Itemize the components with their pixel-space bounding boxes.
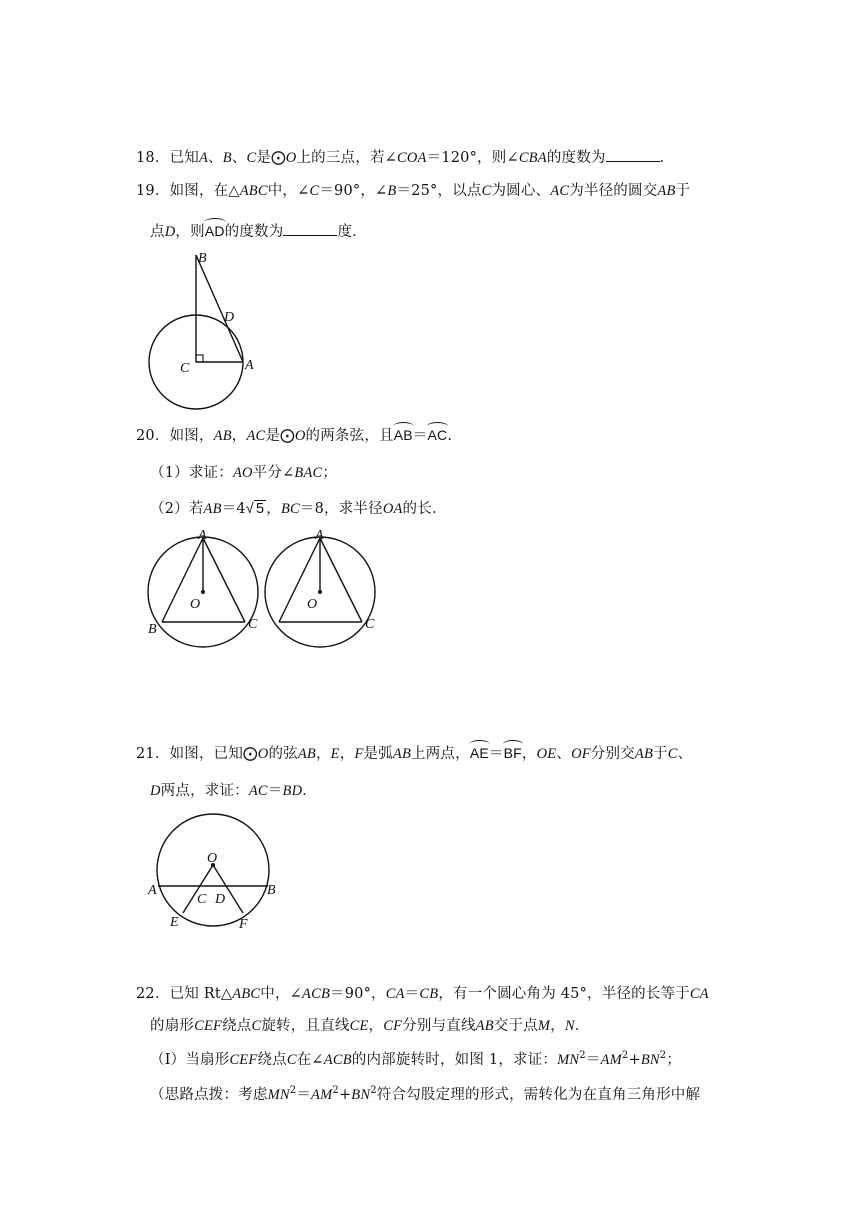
q21-figure — [145, 808, 305, 938]
label-e: E — [170, 915, 179, 930]
answer-blank — [283, 223, 337, 236]
q19-line-1: 19．如图，在△ABC中，∠C＝90°，∠B＝25°，以点C为圆心、AC为半径的圆交AB于 — [136, 183, 691, 199]
segment-ab — [196, 255, 243, 362]
q21-line-1: 21．如图，已知⨀O的弦AB，E，F是弧AB上两点，AE＝BF，OE、OF分别交AB于C、 — [136, 742, 692, 763]
label-o: O — [207, 851, 218, 866]
label-b: B — [198, 251, 207, 266]
q20-figure-right — [262, 528, 382, 648]
label-b: B — [267, 883, 276, 898]
label-a: A — [148, 883, 157, 898]
arc-symbol: AB — [394, 424, 413, 443]
arc-symbol: AE — [470, 742, 489, 761]
label-a: A — [198, 528, 207, 543]
label-d: D — [224, 310, 235, 325]
arc-symbol: BF — [504, 742, 522, 761]
label-b: B — [148, 622, 157, 637]
q22-line-2: 的扇形CEF绕点C旋转，且直线CE，CF分别与直线AB交于点M，N． — [150, 1018, 590, 1034]
question-number: 21． — [136, 746, 170, 762]
label-o: O — [307, 597, 318, 612]
q20-figure-left — [145, 528, 265, 648]
label-c: C — [180, 361, 190, 376]
label-d: D — [215, 892, 226, 907]
q19-figure — [140, 245, 400, 415]
center-point — [201, 590, 205, 594]
q20-line-1: 20．如图，AB，AC是⨀O的两条弦，且AB＝AC. — [136, 424, 452, 445]
answer-blank — [606, 149, 660, 162]
center-point — [318, 590, 322, 594]
question-number: 20． — [136, 428, 170, 444]
label-c: C — [248, 617, 258, 632]
q22-line-4: （思路点拨：考虑$MN^2=AM^2+BN^2$符合勾股定理的形式，需转化为在直角三角形中解 — [150, 1085, 701, 1103]
q19-line-2: 点D，则AD的度数为 度． — [150, 220, 367, 241]
arc-symbol: AC — [428, 424, 448, 443]
q22-line-1: 22．已知 Rt△ABC中，∠ACB＝90°，CA＝CB，有一个圆心角为 45°，半径的长等于CA — [136, 986, 709, 1002]
q20-part-2: （2）若AB＝4√ 5 ，BC＝8，求半径OA的长． — [150, 501, 447, 517]
arc-symbol: AD — [205, 220, 225, 239]
question-number: 22． — [136, 986, 170, 1002]
q22-line-3: （Ⅰ）当扇形CEF绕点C在∠ACB的内部旋转时，如图 1，求证：$MN^2=AM^2+BN^2$； — [150, 1050, 682, 1068]
right-angle-mark — [196, 355, 203, 362]
label-o: O — [190, 597, 201, 612]
q21-line-2: D两点，求证：AC＝BD． — [150, 783, 317, 799]
q20-part-1: （1）求证：AO平分∠BAC； — [150, 465, 338, 481]
q18-line: 18．已知A、B、C是⨀O上的三点，若∠COA＝120°，则∠CBA的度数为 ． — [136, 150, 675, 166]
label-a: A — [315, 528, 324, 543]
question-number: 19． — [136, 183, 170, 199]
sqrt-radicand: 5 — [255, 501, 265, 517]
circle — [157, 814, 269, 926]
label-a: A — [245, 358, 254, 373]
label-c: C — [197, 892, 207, 907]
question-number: 18． — [136, 150, 170, 166]
label-f: F — [239, 917, 248, 932]
label-c: C — [365, 617, 375, 632]
